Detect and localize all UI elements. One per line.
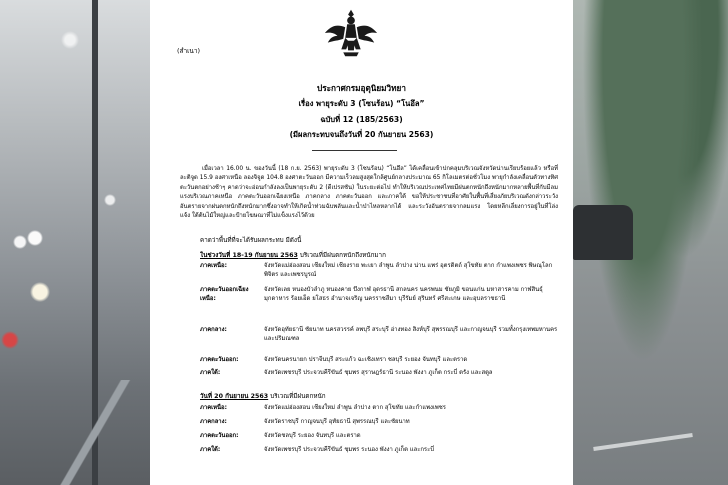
copy-marker: (สำเนา)	[177, 47, 201, 55]
announcement-title: ประกาศกรมอุตุนิยมวิทยา	[317, 83, 406, 93]
region-label: ภาคตะวันออก:	[200, 433, 239, 439]
garuda-emblem-icon	[322, 4, 380, 62]
region-provinces: จังหวัดเลย หนองบัวลำภู หนองคาย บึงกาฬ อุดรธานี สกลนคร นครพนม ชัยภูมิ ขอนแก่น มหาสารคาม กาฬสินธุ์ มุกดาหาร ร้อยเอ็ด ยโสธร อำนาจเจริญ นครราชสีมา บุรีรัมย์ สุรินทร์ ศรีสะเกษ และอุบลราชธานี	[264, 287, 543, 303]
guard-rail	[60, 380, 150, 485]
region-provinces: จังหวัดนครนายก ปราจีนบุรี สระแก้ว ฉะเชิงเทรา ชลบุรี ระยอง จันทบุรี และตราด	[264, 357, 468, 363]
region-row	[200, 404, 560, 413]
announcement-issue: ฉบับที่ 12 (185/2563)	[320, 115, 403, 124]
day-date: ในช่วงวันที่ 18-19 กันยายน 2563	[200, 252, 298, 259]
announcement-subject: เรื่อง พายุระดับ 3 (โซนร้อน) “โนอึล”	[298, 99, 425, 108]
region-label: ภาคใต้:	[200, 447, 221, 453]
region-provinces: จังหวัดอุทัยธานี ชัยนาท นครสวรรค์ ลพบุรี สระบุรี อ่างทอง สิงห์บุรี สุพรรณบุรี และกาญจนบุรี รวมทั้งกรุงเทพมหานครและปริมณฑล	[264, 327, 558, 343]
background-photo-left	[0, 0, 150, 485]
region-row	[200, 356, 560, 365]
region-label: ภาคเหนือ:	[200, 405, 227, 411]
region-provinces: จังหวัดเพชรบุรี ประจวบคีรีขันธ์ ชุมพร สุราษฎร์ธานี ระนอง พังงา ภูเก็ต กระบี่ ตรัง และสตูล	[264, 370, 493, 376]
background-photo-right	[573, 0, 728, 485]
road-marking	[593, 433, 693, 451]
day-suffix: บริเวณที่มีฝนตกหนัก	[270, 393, 326, 400]
divider	[312, 150, 397, 151]
region-row	[200, 432, 560, 441]
day-heading	[200, 250, 386, 260]
body-paragraph: เมื่อเวลา 16.00 น. ของวันนี้ (18 ก.ย. 2563) พายุระดับ 3 (โซนร้อน) “โนอึล” ได้เคลื่อนเข้าปกคลุมบริเวณจังหวัดน่านเรียบร้อยแล้ว หรือที่ละติจูด 15.9 องศาเหนือ ลองจิจูด 104.8 องศาตะวันออก มีความเร็วลมสูงสุดใกล้ศูนย์กลางประมาณ 65 กิโลเมตรต่อชั่วโมง พายุกำลังเคลื่อนตัวทางทิศตะวันตกอย่างช้าๆ คาดว่าจะอ่อนกำลังลงเป็นพายุระดับ 2 (ดีเปรสชัน) ในระยะต่อไป ทำให้บริเวณประเทศไทยมีฝนตกหนักถึงหนักมากหลายพื้นที่กับมีลมแรงบริเวณภาคเหนือ ภาคตะวันออกเฉียงเหนือ ภาคกลาง ภาคตะวันออก และภาคใต้ ขอให้ประชาชนที่อาศัยในพื้นที่เสี่ยงภัยบริเวณดังกล่าวระวังอันตรายจากฝนตกหนักถึงหนักมากซึ่งอาจทำให้เกิดน้ำท่วมฉับพลันและน้ำป่าไหลหลากได้ และระวังอันตรายจากลมแรง โดยหลีกเลี่ยงการอยู่ในที่โล่งแจ้ง ใต้ต้นไม้ใหญ่และป้ายโฆษณาที่ไม่แข็งแรงไว้ด้วย	[180, 166, 558, 220]
region-label: ภาคตะวันออก:	[200, 357, 239, 363]
region-provinces: จังหวัดแม่ฮ่องสอน เชียงใหม่ เชียงราย พะเยา ลำพูน ลำปาง น่าน แพร่ อุตรดิตถ์ สุโขทัย ตาก กำแพงเพชร พิษณุโลก พิจิตร และเพชรบูรณ์	[264, 263, 553, 279]
region-row	[200, 326, 560, 345]
affected-areas-intro: คาดว่าพื้นที่ที่จะได้รับผลกระทบ มีดังนี้	[200, 237, 302, 244]
announcement-effective-date: (มีผลกระทบจนถึงวันที่ 20 กันยายน 2563)	[289, 130, 434, 139]
region-label: ภาคกลาง:	[200, 419, 227, 425]
car-shape	[573, 205, 633, 260]
region-label: ภาคกลาง:	[200, 327, 227, 333]
region-row	[200, 418, 560, 427]
region-provinces: จังหวัดราชบุรี กาญจนบุรี อุทัยธานี สุพรรณบุรี และชัยนาท	[264, 419, 410, 425]
day-suffix: บริเวณที่มีฝนตกหนักถึงหนักมาก	[299, 252, 386, 259]
region-label: ภาคเหนือ:	[200, 263, 227, 269]
region-provinces: จังหวัดเพชรบุรี ประจวบคีรีขันธ์ ชุมพร ระนอง พังงา ภูเก็ต และกระบี่	[264, 447, 434, 453]
day-heading	[200, 391, 326, 401]
region-label: ภาคตะวันออกเฉียงเหนือ:	[200, 287, 249, 303]
region-row	[200, 262, 560, 281]
region-row	[200, 369, 560, 378]
day-date: วันที่ 20 กันยายน 2563	[200, 393, 269, 400]
region-provinces: จังหวัดแม่ฮ่องสอน เชียงใหม่ ลำพูน ลำปาง ตาก สุโขทัย และกำแพงเพชร	[264, 405, 446, 411]
region-row	[200, 286, 560, 305]
region-label: ภาคใต้:	[200, 370, 221, 376]
region-provinces: จังหวัดชลบุรี ระยอง จันทบุรี และตราด	[264, 433, 361, 439]
region-row	[200, 446, 560, 455]
